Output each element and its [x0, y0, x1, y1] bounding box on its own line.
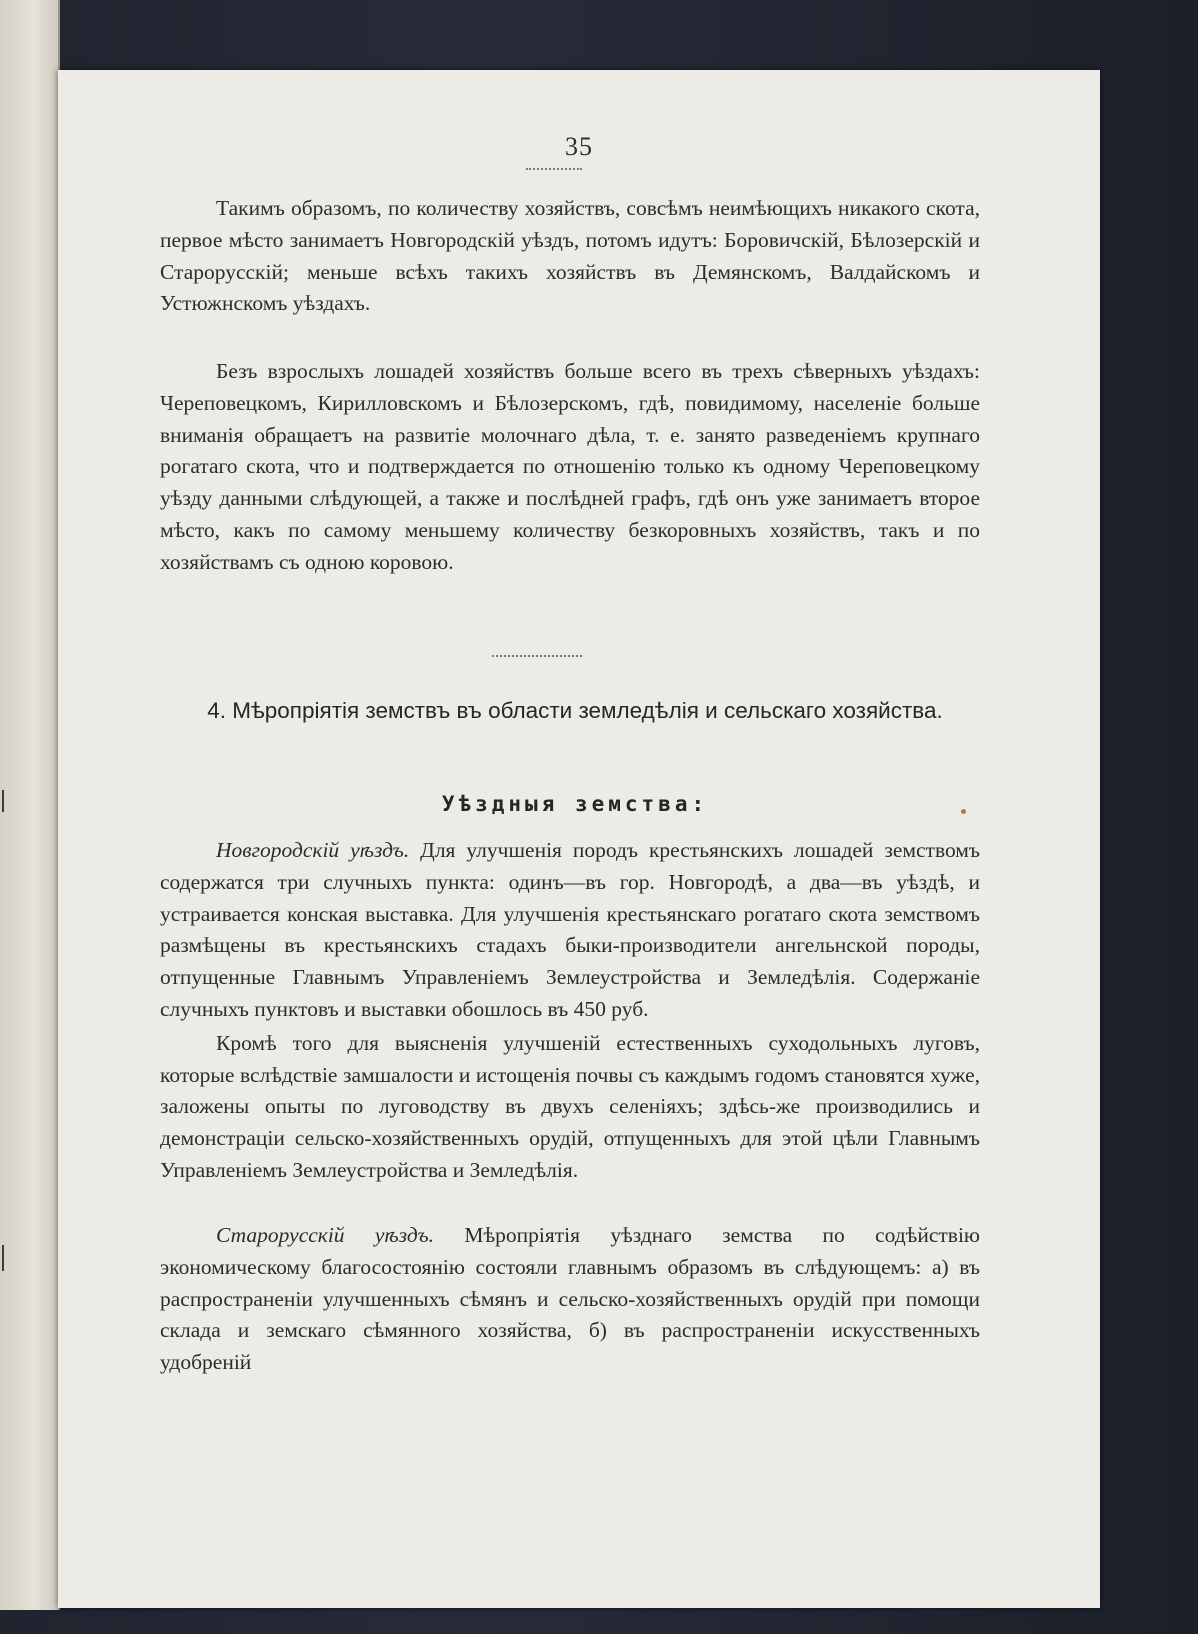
ink-spot: [961, 809, 966, 814]
starorussk-paragraph: [160, 1220, 980, 1379]
section-heading: 4. Мѣропріятія земствъ въ области земледѣлія и сельскаго хозяйства.: [207, 698, 943, 723]
page-number: 35: [565, 132, 593, 161]
margin-mark: [2, 1245, 4, 1271]
novgorod-paragraph-2: Кромѣ того для выясненія улучшеній естественныхъ суходольныхъ луговъ, которые вслѣдствіе замшалости и истощенія почвы съ каждымъ годомъ становятся хуже, заложены опыты по луговодству въ двухъ селеніяхъ; здѣсь-же производились и демонстраціи сельско-хозяйственныхъ орудій, отпущенныхъ для этой цѣли Главнымъ Управленіемъ Землеустройства и Земледѣлія.: [160, 1030, 980, 1182]
starorussk-section: [160, 1220, 980, 1379]
paragraph-2-text: Безъ взрослыхъ лошадей хозяйствъ больше всего въ трехъ сѣверныхъ уѣздахъ: Череповецкомъ, Кирилловскомъ и Бѣлозерскомъ, гдѣ, повидимому, населеніе больше вниманія обращаетъ на развитіе молочнаго дѣла, т. е. занято разведеніемъ крупнаго рогатаго скота, что и подтверждается по отношенію только къ одному Череповецкому уѣзду данными слѣдующей, а также и послѣдней графъ, гдѣ онъ уже занимаетъ второе мѣсто, какъ по самому меньшему количеству безкоровныхъ хозяйствъ, такъ и по хозяйствамъ съ одною коровою.: [160, 359, 980, 574]
paragraph-1: [160, 193, 980, 320]
starorussk-title: Старорусскій уѣздъ.: [216, 1223, 434, 1247]
starorussk-text: Мѣропріятія уѣзднаго земства по содѣйствію экономическому благосостоянію состояли главнымъ образомъ въ слѣдующемъ: а) въ распространеніи улучшенныхъ сѣмянъ и сельско-хозяйственныхъ орудій при помощи склада и земскаго сѣмянного хозяйства, б) въ распространеніи искусственныхъ удобреній: [160, 1223, 980, 1375]
novgorod-text: Для улучшенія породъ крестьянскихъ лошадей земствомъ содержатся три случныхъ пункта: одинъ—въ гор. Новгородѣ, а два—въ уѣздѣ, и устраивается конская выставка. Для улучшенія крестьянскаго рогатаго скота земствомъ размѣщены въ крестьянскихъ стадахъ быки-производители ангельнской породы, отпущенные Главнымъ Управленіемъ Землеустройства и Земледѣлія. Содержаніе случныхъ пунктовъ и выставки обошлось въ 450 руб.: [160, 838, 981, 1021]
paragraph-2: [160, 356, 980, 579]
left-page-edge: [0, 0, 60, 1610]
novgorod-paragraph: [160, 835, 980, 1026]
novgorod-section: [160, 835, 980, 1187]
novgorod-title: Новгородскій уѣздъ.: [216, 838, 410, 862]
section-divider: [492, 655, 582, 657]
page-number-ornament: [526, 168, 582, 170]
document-page: [58, 70, 1100, 1608]
subheading: Уѣздныя земства:: [441, 792, 709, 816]
paragraph-1-text: Такимъ образомъ, по количеству хозяйствъ, совсѣмъ неимѣющихъ никакого скота, первое мѣсто занимаетъ Новгородскій уѣздъ, потомъ идутъ: Боровичскій, Бѣлозерскій и Старорусскій; меньше всѣхъ такихъ хозяйствъ въ Демянскомъ, Валдайскомъ и Устюжнскомъ уѣздахъ.: [160, 196, 980, 316]
margin-mark: [2, 790, 4, 812]
